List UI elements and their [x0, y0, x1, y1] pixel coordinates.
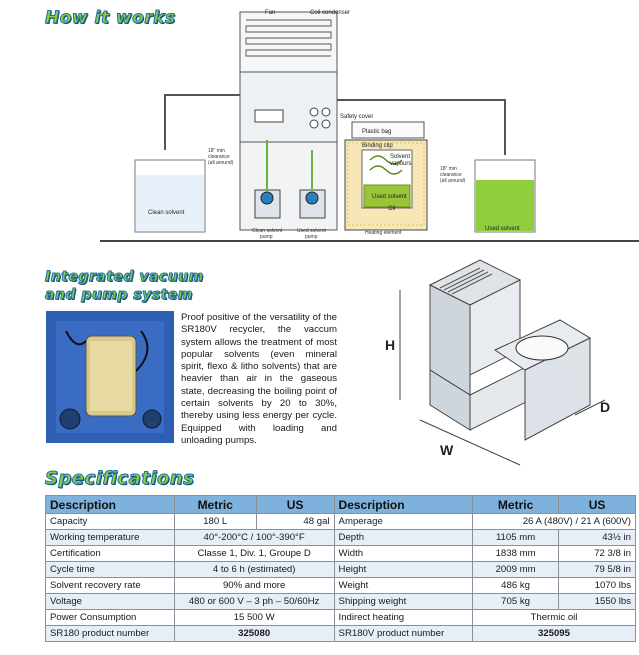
table-cell: 325095	[472, 626, 635, 642]
table-cell: Power Consumption	[46, 610, 175, 626]
table-cell: 180 L	[174, 514, 256, 530]
table-cell: Depth	[334, 530, 472, 546]
label-coil-condenser: Coil condenser	[310, 10, 351, 16]
heading-how-it-works: How it works	[45, 8, 176, 28]
table-cell: Amperage	[334, 514, 472, 530]
dim-h-label: H	[385, 337, 396, 353]
table-cell: 48 gal	[256, 514, 334, 530]
table-cell: 4 to 6 h (estimated)	[174, 562, 334, 578]
label-clearance-right-2: clearance	[440, 172, 462, 178]
label-clearance-left-1: 18" min	[208, 148, 225, 154]
dim-d-label: D	[600, 399, 611, 415]
col-us-1: US	[256, 496, 334, 514]
label-used-pump-2: pump	[305, 234, 318, 240]
heading-vacuum-line1: Integrated vacuum	[45, 269, 204, 285]
label-used-pump-1: Used solvent	[297, 228, 326, 234]
how-it-works-diagram	[100, 0, 639, 250]
label-binding-clip: Binding clip	[362, 143, 393, 149]
table-cell: Shipping weight	[334, 594, 472, 610]
table-cell: Width	[334, 546, 472, 562]
label-clearance-right-1: 18" min	[440, 166, 457, 172]
table-cell: 705 kg	[472, 594, 558, 610]
table-row	[46, 578, 636, 594]
label-clearance-right-3: (all around)	[440, 178, 466, 184]
table-cell: Voltage	[46, 594, 175, 610]
table-cell: Certification	[46, 546, 175, 562]
vacuum-description: Proof positive of the versatility of the SR180V recycler, the vaccum system allows the treatment of most popular solvents (even mineral spirit, flexo & litho solvents) that are heavier than air in the gaseous state, decreasing the boiling point of certain solvents by 20 to 30%, thereby using less energy per cycle. Equipped with loading and unloading pumps.	[181, 312, 337, 446]
table-row	[46, 626, 636, 642]
table-cell: 480 or 600 V – 3 ph – 50/60Hz	[174, 594, 334, 610]
col-metric-2: Metric	[472, 496, 558, 514]
table-cell: Solvent recovery rate	[46, 578, 175, 594]
table-cell: 1838 mm	[472, 546, 558, 562]
table-row	[46, 610, 636, 626]
table-cell: Working temperature	[46, 530, 175, 546]
table-cell: 40°-200°C / 100°-390°F	[174, 530, 334, 546]
label-solvent-vapours-2: vapours	[390, 161, 412, 167]
table-cell: 2009 mm	[472, 562, 558, 578]
table-cell: Weight	[334, 578, 472, 594]
table-cell: SR180V product number	[334, 626, 472, 642]
label-used-solvent-tank: Used solvent	[485, 226, 520, 232]
table-row	[46, 546, 636, 562]
table-cell: Thermic oil	[472, 610, 635, 626]
table-cell: 43½ in	[559, 530, 636, 546]
heading-specifications: Specifications	[45, 468, 195, 489]
table-cell: Capacity	[46, 514, 175, 530]
table-cell: 26 A (480V) / 21 A (600V)	[472, 514, 635, 530]
table-cell: 15 500 W	[174, 610, 334, 626]
table-cell: 486 kg	[472, 578, 558, 594]
table-cell: 90% and more	[174, 578, 334, 594]
table-row	[46, 514, 636, 530]
label-fan: Fan	[265, 10, 276, 16]
spec-header-row	[46, 496, 636, 514]
table-row	[46, 562, 636, 578]
label-clean-pump-1: Clean solvent	[252, 228, 283, 234]
col-description-2: Description	[334, 496, 472, 514]
table-cell: 1550 lbs	[559, 594, 636, 610]
vacuum-pump-photo	[46, 311, 174, 443]
table-cell: Cycle time	[46, 562, 175, 578]
col-metric-1: Metric	[174, 496, 256, 514]
table-cell: Height	[334, 562, 472, 578]
table-cell: SR180 product number	[46, 626, 175, 642]
table-row	[46, 594, 636, 610]
table-cell: Indirect heating	[334, 610, 472, 626]
label-solvent-vapours-1: Solvent	[390, 154, 411, 160]
heading-vacuum-pump	[45, 268, 204, 304]
table-row	[46, 530, 636, 546]
table-cell: 1105 mm	[472, 530, 558, 546]
table-cell: 79 5/8 in	[559, 562, 636, 578]
table-cell: 1070 lbs	[559, 578, 636, 594]
label-clearance-left-3: (all around)	[208, 160, 234, 166]
table-cell: 325080	[174, 626, 334, 642]
label-heating-element: Heating element	[365, 230, 402, 236]
specifications-table	[45, 495, 636, 642]
label-clearance-left-2: clearance	[208, 154, 230, 160]
label-clean-solvent: Clean solvent	[148, 210, 185, 216]
machine-dimension-diagram	[360, 240, 639, 470]
dim-w-label: W	[440, 442, 454, 458]
col-us-2: US	[559, 496, 636, 514]
col-description-1: Description	[46, 496, 175, 514]
label-clean-pump-2: pump	[260, 234, 273, 240]
label-used-solvent: Used solvent	[372, 194, 407, 200]
heading-vacuum-line2: and pump system	[45, 287, 193, 303]
table-cell: 72 3/8 in	[559, 546, 636, 562]
label-plastic-bag: Plastic bag	[362, 129, 392, 135]
label-safety-cover: Safety cover	[340, 114, 374, 120]
table-cell: Classe 1, Div. 1, Groupe D	[174, 546, 334, 562]
label-oil: Oil	[388, 206, 396, 212]
